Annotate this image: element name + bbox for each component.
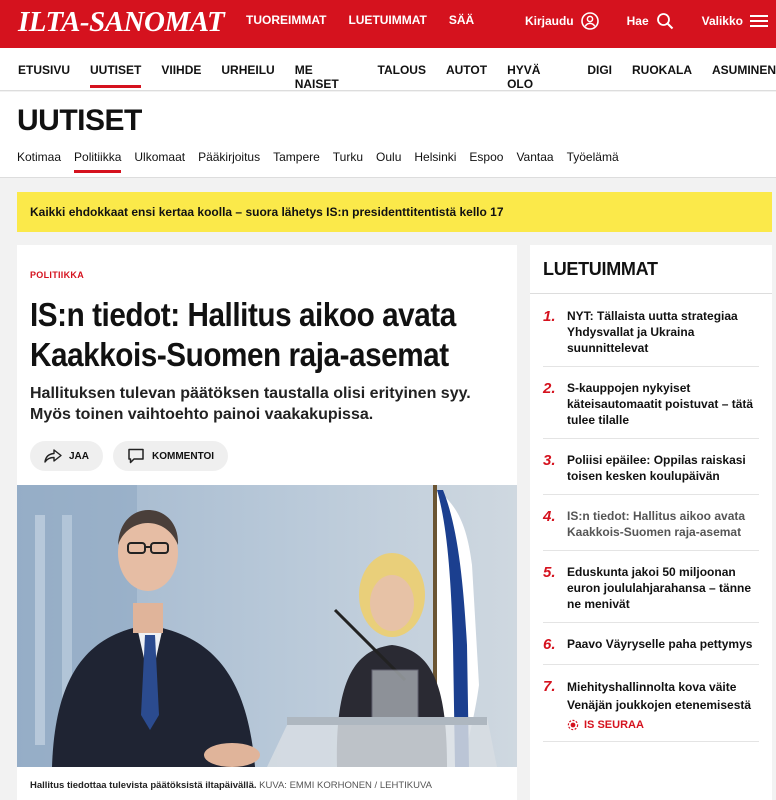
share-label: JAA [69, 450, 90, 462]
search-button[interactable] [627, 12, 674, 30]
item-title: Miehityshallinnolta kova väite Venäjän joukkojen etenemisestä [567, 680, 752, 712]
section-me-naiset[interactable]: ME NAISET [294, 63, 339, 91]
item-rank: 2. [543, 380, 556, 397]
list-item[interactable] [543, 503, 759, 551]
item-body [567, 678, 759, 731]
item-title: IS:n tiedot: Hallitus aikoo avata Kaakkois-Suomen raja-asemat [567, 509, 746, 539]
article-lead: Hallituksen tulevan päätöksen taustalla olisi erityinen syy. Myös toinen vaihtoehto painoi vaakakupissa. [30, 385, 471, 423]
article-photo-illustration [17, 485, 517, 767]
subnav-turku[interactable]: Turku [332, 150, 364, 164]
subnav-espoo[interactable]: Espoo [469, 150, 504, 164]
item-title: NYT: Tällaista uutta strategiaa Yhdysvallat ja Ukraina suunnittelevat [567, 309, 738, 355]
share-button[interactable] [30, 441, 103, 471]
item-rank: 3. [543, 452, 556, 469]
subnav-politiikka[interactable]: Politiikka [74, 150, 122, 164]
section-viihde[interactable]: VIIHDE [161, 63, 202, 77]
item-rank: 5. [543, 564, 556, 581]
article-card [17, 245, 517, 800]
subnav-vantaa[interactable]: Vantaa [516, 150, 554, 164]
subnav-tampere[interactable]: Tampere [273, 150, 320, 164]
article-headline[interactable]: IS:n tiedot: Hallitus aikoo avata Kaakkois-Suomen raja-asemat [30, 296, 456, 373]
comment-icon [127, 448, 145, 464]
list-item[interactable] [543, 375, 759, 439]
login-label: Kirjaudu [524, 14, 574, 28]
subnav-paakirjoitus[interactable]: Pääkirjoitus [198, 150, 261, 164]
section-urheilu[interactable]: URHEILU [221, 63, 275, 77]
item-title: S-kauppojen nykyiset käteisautomaatit poistuvat – tätä tulee tilalle [567, 381, 754, 427]
follow-label: IS SEURAA [584, 719, 644, 731]
section-ruokala[interactable]: RUOKALA [631, 63, 692, 77]
item-title: Eduskunta jakoi 50 miljoonan euron joululahjarahansa – tänne ne menivät [567, 565, 752, 611]
top-nav [246, 13, 474, 27]
subnav-tyoelama[interactable]: Työelämä [566, 150, 619, 164]
item-rank: 1. [543, 308, 556, 325]
share-icon [44, 449, 62, 463]
item-rank: 7. [543, 678, 556, 695]
section-hyva-olo[interactable]: HYVÄ OLO [507, 63, 541, 91]
page-title: UUTISET [17, 104, 142, 137]
most-read-title: LUETUIMMAT [543, 259, 658, 279]
item-title: Poliisi epäilee: Oppilas raiskasi toisen kesken koulupäivän [567, 453, 746, 483]
live-icon [567, 719, 579, 731]
subnav-ulkomaat[interactable]: Ulkomaat [134, 150, 186, 164]
section-uutiset[interactable]: UUTISET [90, 63, 141, 91]
user-icon [581, 12, 599, 30]
topnav-most-read[interactable]: LUETUIMMAT [348, 13, 427, 27]
comment-label: KOMMENTOI [152, 450, 215, 462]
subnav-kotimaa[interactable]: Kotimaa [17, 150, 62, 164]
most-read-panel [530, 245, 772, 800]
live-banner[interactable]: Kaikki ehdokkaat ensi kertaa koolla – suora lähetys IS:n presidenttitentistä kello 17 [17, 192, 772, 232]
search-icon [656, 12, 674, 30]
article-actions [30, 441, 228, 471]
sub-nav [17, 150, 619, 164]
page-header [0, 92, 776, 178]
search-label: Hae [626, 14, 649, 28]
login-button[interactable] [525, 12, 599, 30]
item-rank: 6. [543, 636, 556, 653]
follow-badge [567, 719, 759, 731]
section-etusivu[interactable]: ETUSIVU [18, 63, 71, 77]
article-category[interactable]: POLITIIKKA [30, 270, 84, 280]
topnav-weather[interactable]: SÄÄ [448, 13, 475, 27]
site-logo[interactable]: ILTA-SANOMAT [18, 6, 225, 38]
top-right-actions [525, 12, 768, 30]
divider [530, 293, 772, 294]
section-asuminen[interactable]: ASUMINEN [711, 63, 776, 77]
list-item[interactable] [543, 303, 759, 367]
comment-button[interactable] [113, 441, 228, 471]
section-autot[interactable]: AUTOT [445, 63, 488, 77]
most-read-list [543, 303, 759, 750]
photo-credit: KUVA: EMMI KORHONEN / LEHTIKUVA [259, 780, 432, 791]
item-title: Paavo Väyryselle paha pettymys [567, 637, 753, 651]
list-item[interactable] [543, 673, 759, 742]
caption-text: Hallitus tiedottaa tulevista päätöksistä iltapäivällä. [30, 780, 257, 791]
top-bar [0, 0, 776, 48]
photo-caption [30, 780, 432, 791]
section-digi[interactable]: DIGI [587, 63, 612, 77]
section-talous[interactable]: TALOUS [377, 63, 426, 77]
hamburger-icon [750, 14, 768, 28]
menu-button[interactable] [702, 14, 768, 28]
item-rank: 4. [543, 508, 556, 525]
list-item[interactable] [543, 559, 759, 623]
article-photo[interactable] [17, 485, 517, 767]
list-item[interactable] [543, 447, 759, 495]
menu-label: Valikko [701, 14, 743, 28]
list-item[interactable] [543, 631, 759, 665]
section-nav [0, 48, 776, 91]
subnav-helsinki[interactable]: Helsinki [414, 150, 457, 164]
subnav-oulu[interactable]: Oulu [376, 150, 402, 164]
topnav-latest[interactable]: TUOREIMMAT [246, 13, 327, 27]
